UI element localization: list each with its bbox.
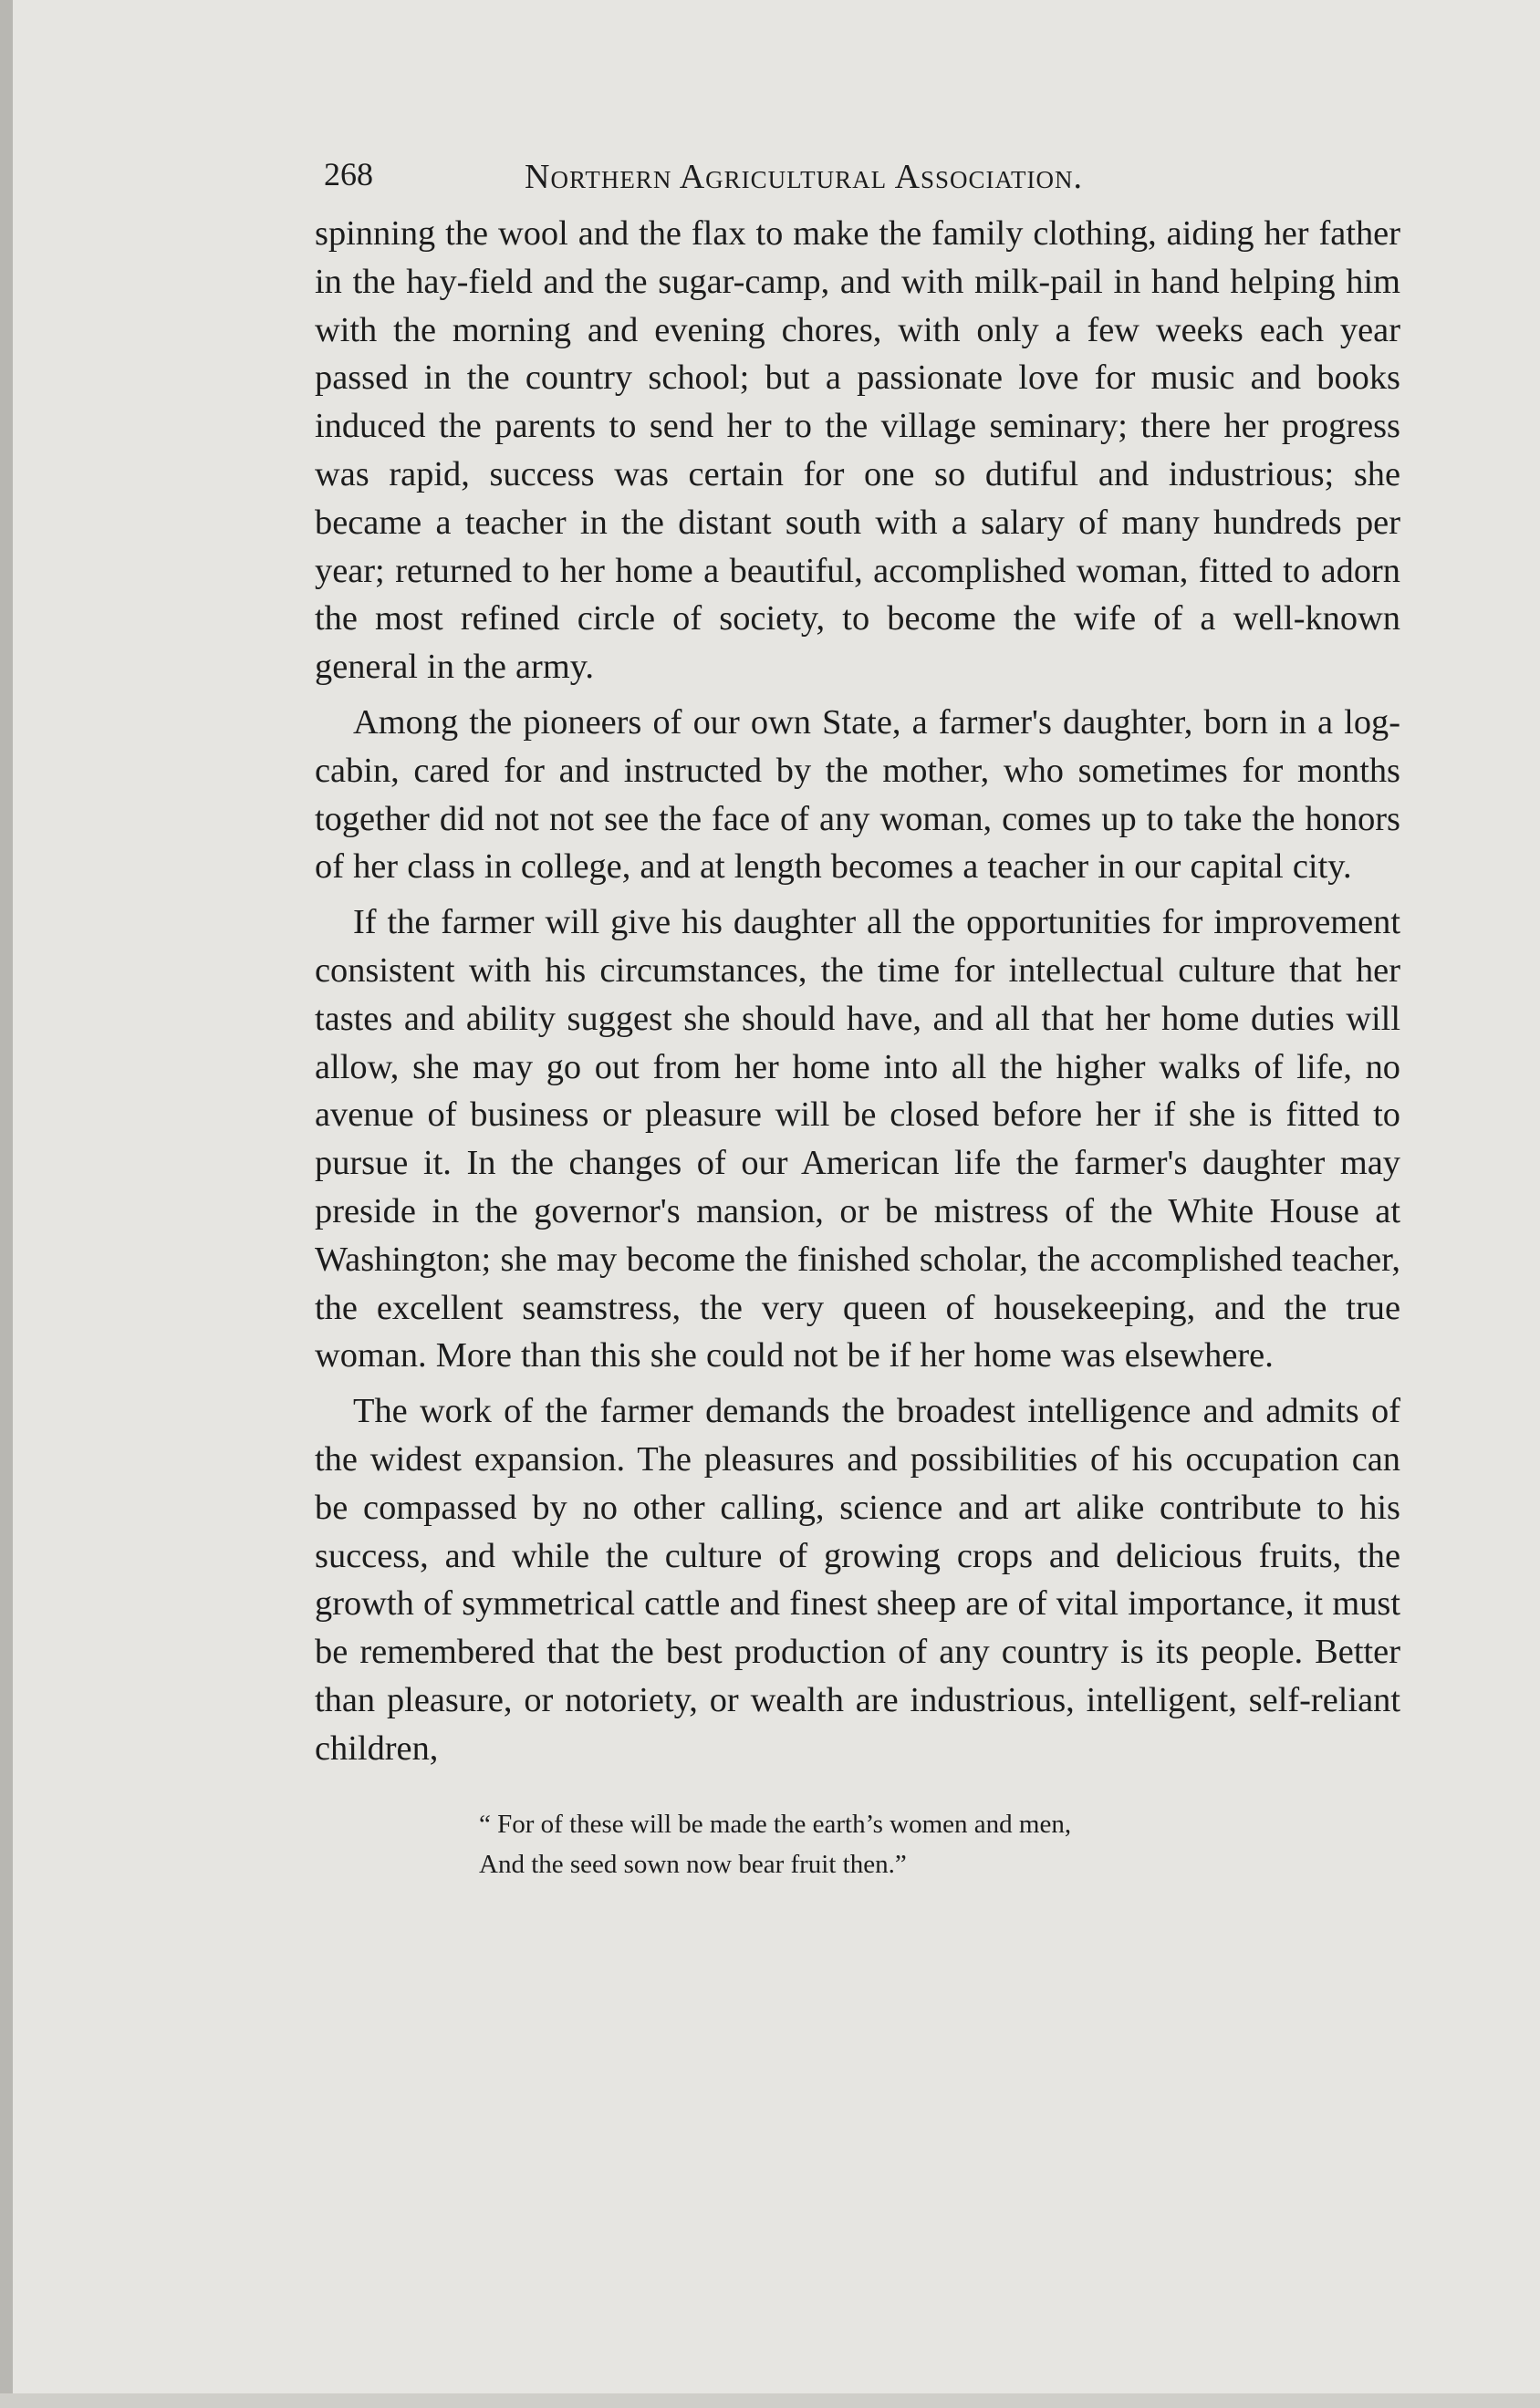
- verse-line: “ For of these will be made the earth’s women and men,: [479, 1809, 1072, 1839]
- paragraph-pioneers: Among the pioneers of our own State, a farmer's daughter, born in a log-cabin, cared for and instructed by the mother, who sometimes for months together did not not see the face of any woman, comes up to take the honors of her class in college, and at length becomes a teacher in our capital city.: [315, 702, 1400, 887]
- verse-line: And the seed sown now bear fruit then.”: [479, 1849, 907, 1879]
- text-block: [315, 146, 1400, 1884]
- running-title: Northern Agricultural Association.: [525, 158, 1084, 196]
- page-bottom-edge: [0, 2393, 1540, 2408]
- verse-quote: [479, 1804, 1400, 1884]
- paragraph-work-of-farmer: The work of the farmer demands the broadest intelligence and admits of the widest expansion. The pleasures and possibilities of his occupation can be compassed by no other calling, science and art alike contribute to his success, and while the culture of growing crops and delicious fruits, the growth of symmetrical cattle and finest sheep are of vital importance, it must be remembered that the best production of any country is its people. Better than pleasure, or notoriety, or wealth are industrious, intelligent, self-reliant children,: [315, 1392, 1400, 1768]
- page-binding-edge: [0, 0, 13, 2408]
- paragraph-continued: spinning the wool and the flax to make the family clothing, aiding her father in the hay-field and the sugar-camp, and with milk-pail in hand helping him with the morning and evening chores, with only a few weeks each year passed in the country school; but a passionate love for music and books induced the parents to send her to the village seminary; there her progress was rapid, success was certain for one so dutiful and industrious; she became a teacher in the distant south with a salary of many hundreds per year; returned to her home a beautiful, accomplished woman, fitted to adorn the most refined circle of society, to become the wife of a well-known general in the army.: [315, 214, 1400, 687]
- paragraph-opportunities: If the farmer will give his daughter all the opportunities for improvement consistent with his circumstances, the time for intellectual culture that her tastes and ability suggest she should have, and all that her home duties will allow, she may go out from her home into all the higher walks of life, no avenue of business or pleasure will be closed before her if she is fitted to pursue it. In the changes of our American life the farmer's daughter may preside in the governor's mansion, or be mistress of the White House at Washington; she may become the finished scholar, the accomplished teacher, the excellent seamstress, the very queen of housekeeping, and the true woman. More than this she could not be if her home was elsewhere.: [315, 903, 1400, 1375]
- page-number: 268: [324, 156, 373, 192]
- running-head: [315, 155, 1400, 210]
